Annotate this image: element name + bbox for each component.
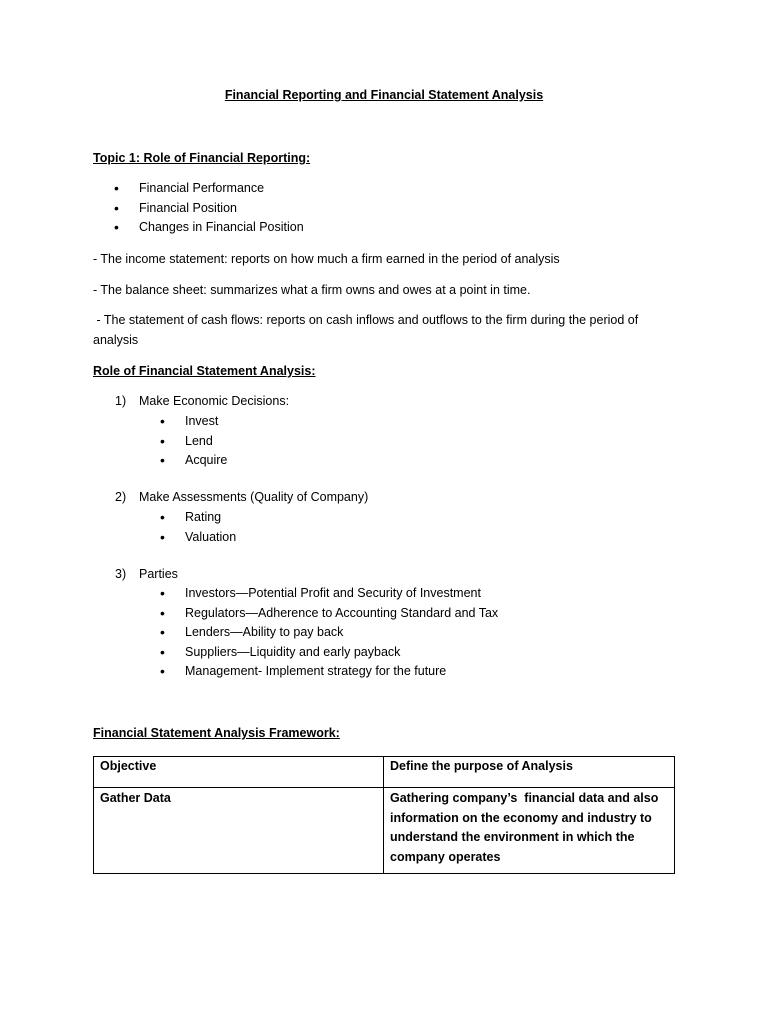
balance-sheet-text: - The balance sheet: summarizes what a firm owns and owes at a point in time.	[93, 283, 531, 297]
table-cell: Objective	[94, 757, 384, 788]
table-row	[94, 757, 675, 788]
item-label: Make Economic Decisions:	[139, 394, 290, 408]
table-cell: Gather Data	[94, 788, 384, 874]
framework-table	[93, 756, 675, 874]
item-number: 3)	[115, 567, 127, 581]
income-statement-text: - The income statement: reports on how much a firm earned in the period of analysis	[93, 252, 560, 266]
list-item: • Management- Implement strategy for the future	[160, 662, 498, 682]
item-number: 2)	[115, 490, 127, 504]
numbered-item-1	[115, 392, 289, 412]
list-item: • Regulators—Adherence to Accounting Standard and Tax	[160, 604, 498, 624]
table-cell: Define the purpose of Analysis	[384, 757, 675, 788]
item-label: Make Assessments (Quality of Company)	[139, 490, 369, 504]
topic1-heading: Topic 1: Role of Financial Reporting:	[93, 151, 311, 165]
cash-flow-text: - The statement of cash flows: reports on cash inflows and outflows to the firm during the period of analysis	[93, 313, 642, 347]
item-2-sub-list	[160, 508, 236, 547]
list-item: • Lenders—Ability to pay back	[160, 623, 498, 643]
numbered-item-2	[115, 488, 368, 508]
topic1-bullet-list	[114, 179, 304, 238]
table-cell: Gathering company’s financial data and also information on the economy and industry to understand the environment in which the company operates	[384, 788, 675, 874]
list-item: • Invest	[160, 412, 227, 432]
numbered-item-3	[115, 565, 178, 585]
item-number: 1)	[115, 394, 127, 408]
table-row	[94, 788, 675, 874]
list-item: • Suppliers—Liquidity and early payback	[160, 643, 498, 663]
list-item: • Valuation	[160, 528, 236, 548]
framework-heading: Financial Statement Analysis Framework:	[93, 726, 340, 740]
role-analysis-heading: Role of Financial Statement Analysis:	[93, 364, 316, 378]
item-label: Parties	[139, 567, 178, 581]
list-item: • Rating	[160, 508, 236, 528]
list-item: • Financial Performance	[114, 179, 304, 199]
item-3-sub-list	[160, 584, 498, 682]
list-item: • Lend	[160, 432, 227, 452]
document-title: Financial Reporting and Financial Statement Analysis	[224, 88, 544, 102]
list-item: • Acquire	[160, 451, 227, 471]
list-item: • Changes in Financial Position	[114, 218, 304, 238]
list-item: • Financial Position	[114, 199, 304, 219]
item-1-sub-list	[160, 412, 227, 471]
list-item: • Investors—Potential Profit and Security of Investment	[160, 584, 498, 604]
